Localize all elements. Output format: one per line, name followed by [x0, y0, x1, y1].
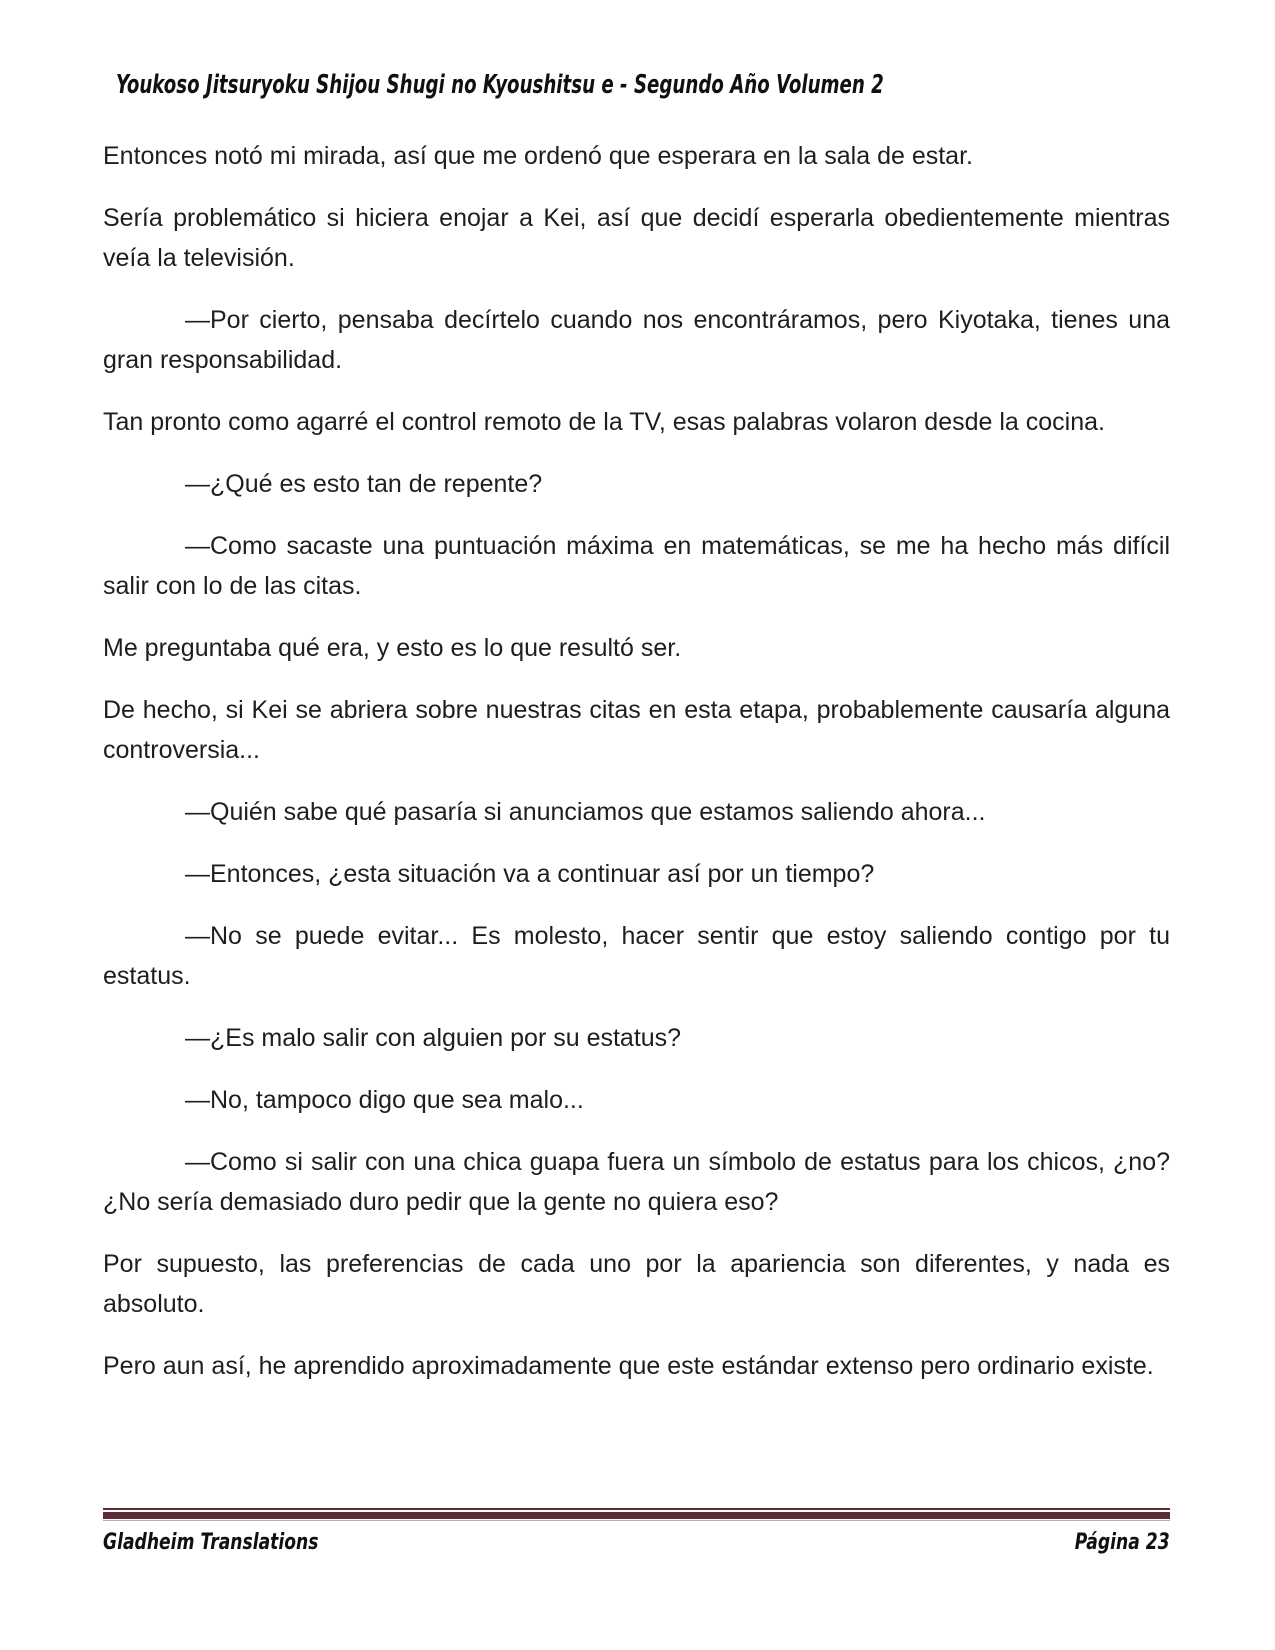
paragraph: Por supuesto, las preferencias de cada uno por la apariencia son diferentes, y nada es absoluto. — [103, 1250, 1170, 1318]
page-header-title: Youkoso Jitsuryoku Shijou Shugi no Kyoushitsu e - Segundo Año Volumen 2 — [116, 70, 884, 100]
footer-text-row — [103, 1530, 1170, 1555]
paragraph: —Quién sabe qué pasaría si anunciamos que estamos saliendo ahora... — [185, 798, 986, 826]
paragraph: Sería problemático si hiciera enojar a Kei, así que decidí esperarla obedientemente mientras veía la televisión. — [103, 204, 1170, 272]
paragraph: —Como si salir con una chica guapa fuera un símbolo de estatus para los chicos, ¿no? ¿No sería demasiado duro pedir que la gente no quiera eso? — [103, 1148, 1170, 1216]
paragraph: Pero aun así, he aprendido aproximadamente que este estándar extenso pero ordinario existe. — [103, 1352, 1154, 1380]
paragraph: Entonces notó mi mirada, así que me ordenó que esperara en la sala de estar. — [103, 142, 973, 170]
footer-rule — [103, 1508, 1170, 1521]
page-footer — [103, 1508, 1170, 1555]
paragraph: —No, tampoco digo que sea malo... — [185, 1086, 584, 1114]
footer-rule-thick-line — [103, 1512, 1170, 1519]
footer-rule-shadow-line — [103, 1520, 1170, 1521]
paragraph: —Como sacaste una puntuación máxima en matemáticas, se me ha hecho más difícil salir con lo de las citas. — [103, 532, 1170, 600]
paragraph: De hecho, si Kei se abriera sobre nuestras citas en esta etapa, probablemente causaría alguna controversia... — [103, 696, 1170, 764]
paragraph: —¿Es malo salir con alguien por su estatus? — [185, 1024, 682, 1052]
paragraph: —No se puede evitar... Es molesto, hacer sentir que estoy saliendo contigo por tu estatus. — [103, 922, 1170, 990]
paragraph: Tan pronto como agarré el control remoto de la TV, esas palabras volaron desde la cocina. — [103, 408, 1105, 436]
paragraph: —¿Qué es esto tan de repente? — [185, 470, 543, 498]
paragraph: —Entonces, ¿esta situación va a continuar así por un tiempo? — [185, 860, 875, 888]
footer-translator-credit: Gladheim Translations — [103, 1530, 319, 1555]
body-paragraphs — [103, 136, 1170, 1408]
paragraph: —Por cierto, pensaba decírtelo cuando nos encontráramos, pero Kiyotaka, tienes una gran responsabilidad. — [103, 306, 1170, 374]
footer-page-number: Página 23 — [1075, 1530, 1170, 1555]
page-header — [116, 70, 1176, 110]
paragraph: Me preguntaba qué era, y esto es lo que resultó ser. — [103, 634, 682, 662]
